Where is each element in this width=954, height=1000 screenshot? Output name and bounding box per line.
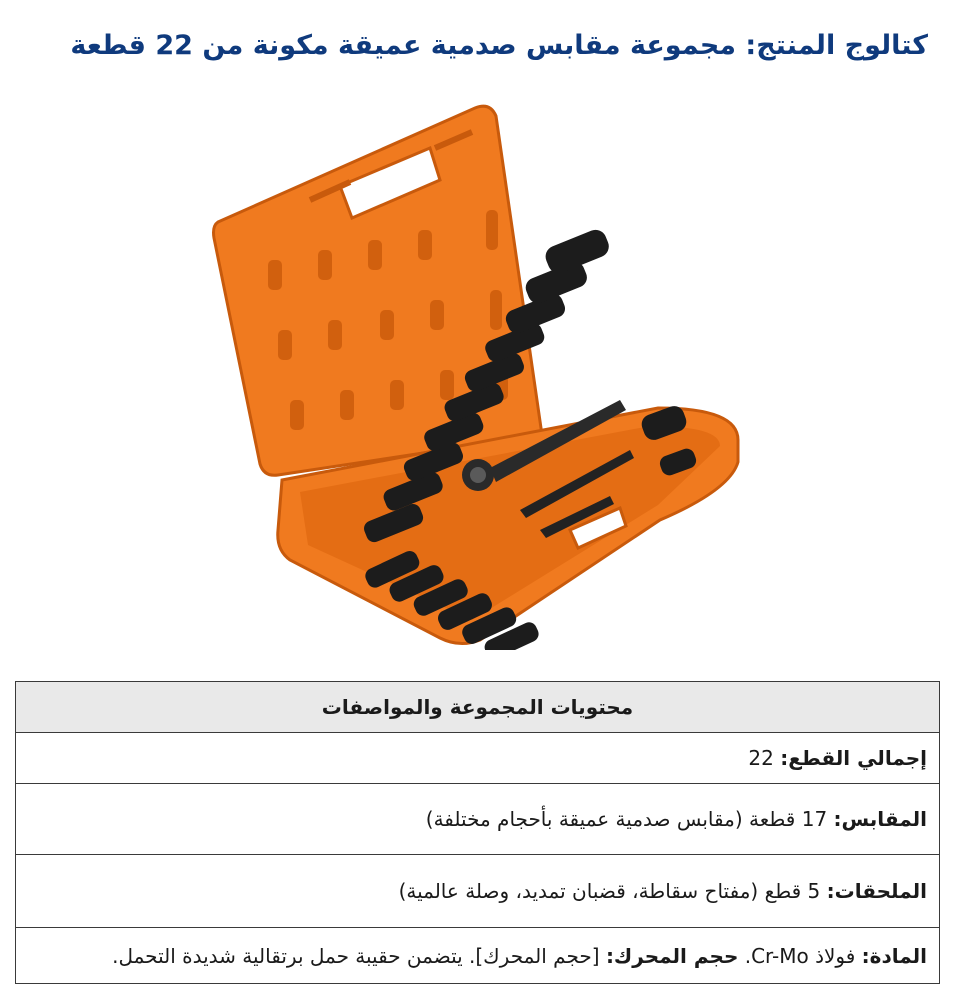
specs-table <box>15 681 940 984</box>
product-photo <box>190 90 780 650</box>
row-value: 22 <box>748 746 781 770</box>
table-header: محتويات المجموعة والمواصفات <box>16 682 940 733</box>
row-value-2: [حجم المحرك]. يتضمن حقيبة حمل برتقالية شديدة التحمل. <box>112 943 606 968</box>
table-row <box>16 733 940 784</box>
row-label: الملحقات: <box>826 879 927 903</box>
row-label-2: حجم المحرك: <box>605 943 739 968</box>
row-label: إجمالي القطع: <box>780 746 927 770</box>
row-value: فولاذ Cr-Mo. <box>738 943 862 968</box>
row-label: المادة: <box>861 943 927 968</box>
page-title: كتالوج المنتج: مجموعة مقابس صدمية عميقة مكونة من 22 قطعة <box>70 30 928 61</box>
case-lid <box>214 106 543 475</box>
table-row <box>16 928 940 984</box>
row-label: المقابس: <box>833 807 927 831</box>
table-row <box>16 784 940 855</box>
table-row <box>16 855 940 928</box>
row-value: 5 قطع (مفتاح سقاطة، قضبان تمديد، وصلة عالمية) <box>398 879 827 903</box>
row-value: 17 قطعة (مقابس صدمية عميقة بأحجام مختلفة) <box>425 807 834 831</box>
